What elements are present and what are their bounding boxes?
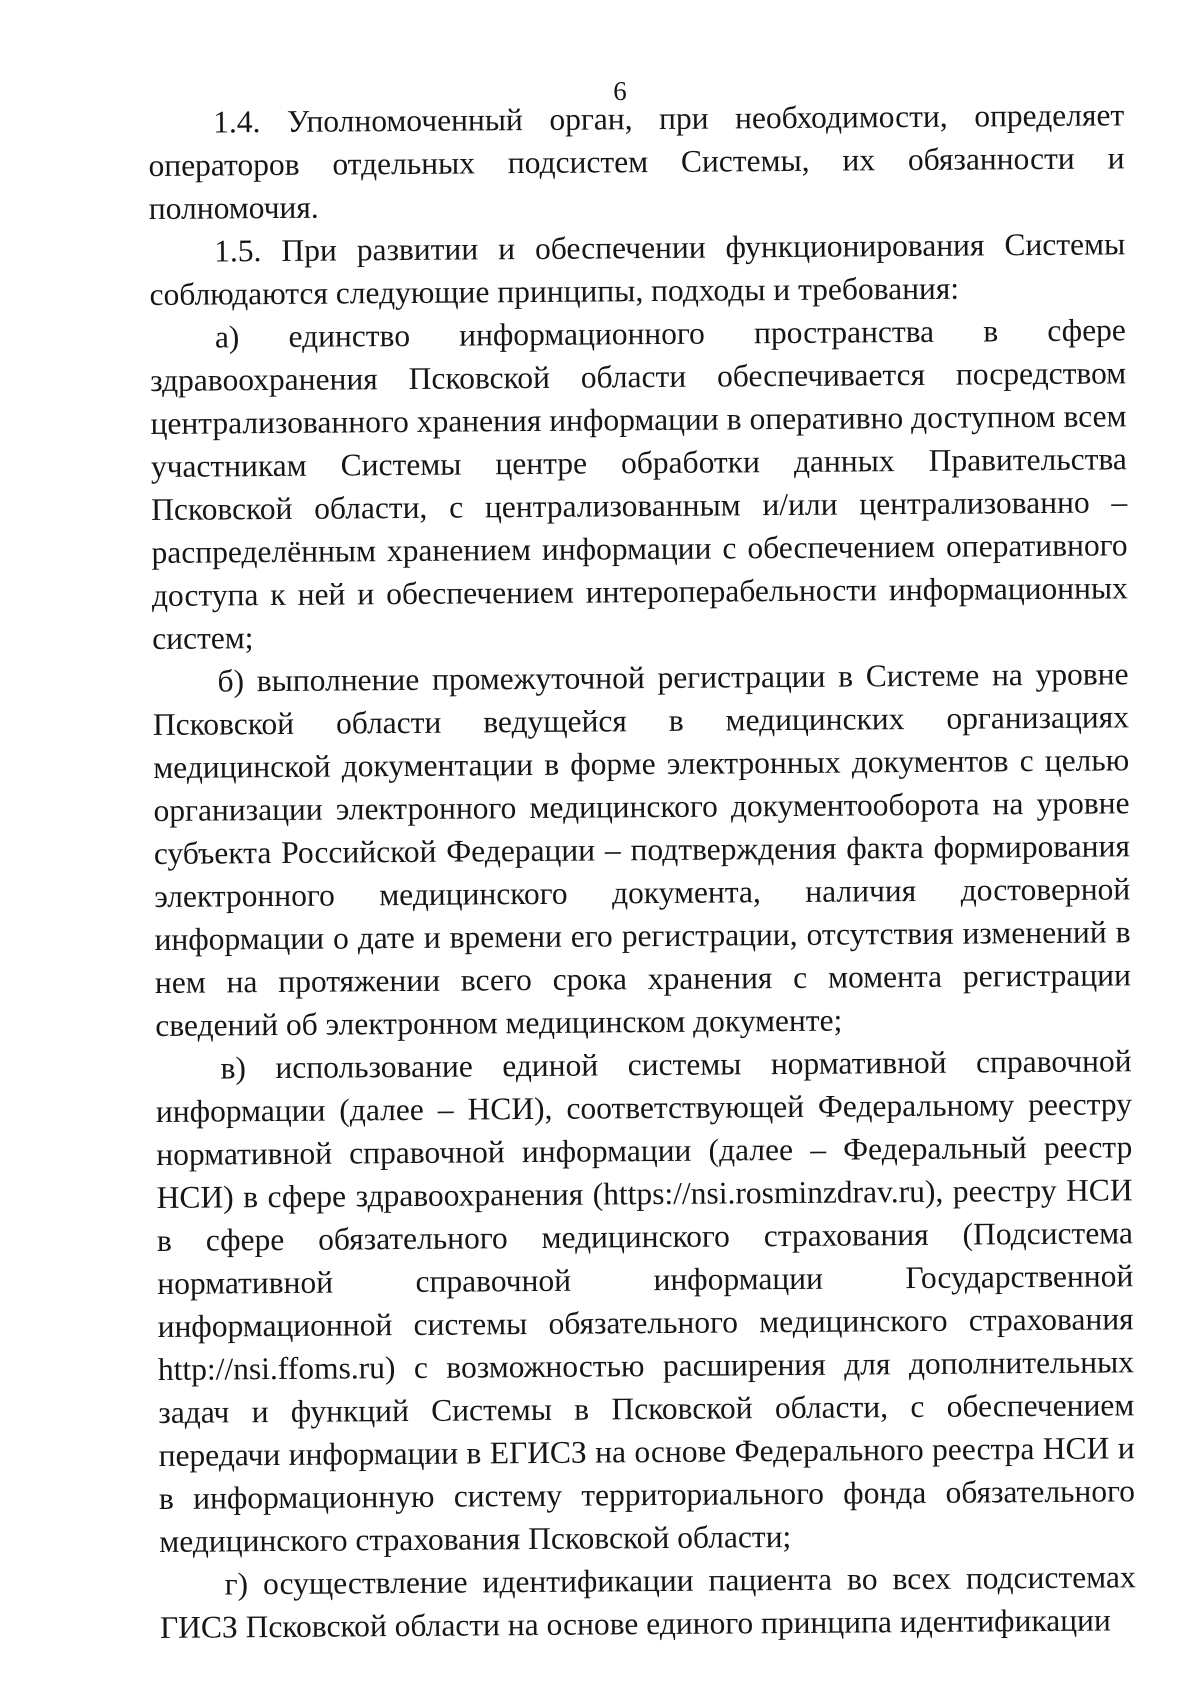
paragraph-g-patient-identification: г) осуществление идентификации пациента во всех подсистемах ГИСЗ Псковской области на основе единого принципа идентификации — [159, 1559, 1136, 1645]
paragraph-1-4: 1.4. Уполномоченный орган, при необходимости, определяет операторов отдельных подсистем Системы, их обязанности и полномочия. — [148, 97, 1125, 226]
paragraph-a-unified-information-space: а) единство информационного пространства в сфере здравоохранения Псковской области обеспечивается посредством централизованного хранения информации в оперативно доступном всем участникам Системы центре обработки данных Правительства Псковской области, с централизованным и/или централизованно – распределённым хранением информации с обеспечением оперативного доступа к ней и обеспечением интероперабельности информационных систем; — [150, 312, 1128, 656]
document-body — [148, 93, 1136, 1649]
paragraph-b-intermediate-registration: б) выполнение промежуточной регистрации в Системе на уровне Псковской области ведущейся в медицинских организациях медицинской документации в форме электронных документов с целью организации электронного медицинского документооборота на уровне субъекта Российской Федерации – подтверждения факта формирования электронного медицинского документа, наличия достоверной информации о дате и времени его регистрации, отсутствия изменений в нем на протяжении всего срока хранения с момента регистрации сведений об электронном медицинском документе; — [152, 656, 1132, 1043]
paragraph-1-5: 1.5. При развитии и обеспечении функционирования Системы соблюдаются следующие принципы, подходы и требования: — [149, 226, 1126, 312]
page-number: 6 — [613, 76, 627, 106]
paragraph-v-reference-information: в) использование единой системы нормативной справочной информации (далее – НСИ), соответствующей Федеральному реестру нормативной справочной информации (далее – Федеральный реестр НСИ) в сфере здравоохранения (https://nsi.rosminzdrav.ru), реестру НСИ в сфере обязательного медицинского страхования (Подсистема нормативной справочной информации Государственной информационной системы обязательного медицинского страхования http://nsi.ffoms.ru) с возможностью расширения для дополнительных задач и функций Системы в Псковской области, с обеспечением передачи информации в ЕГИСЗ на основе Федерального реестра НСИ и в информационную систему территориального фонда обязательного медицинского страхования Псковской области; — [155, 1043, 1136, 1559]
